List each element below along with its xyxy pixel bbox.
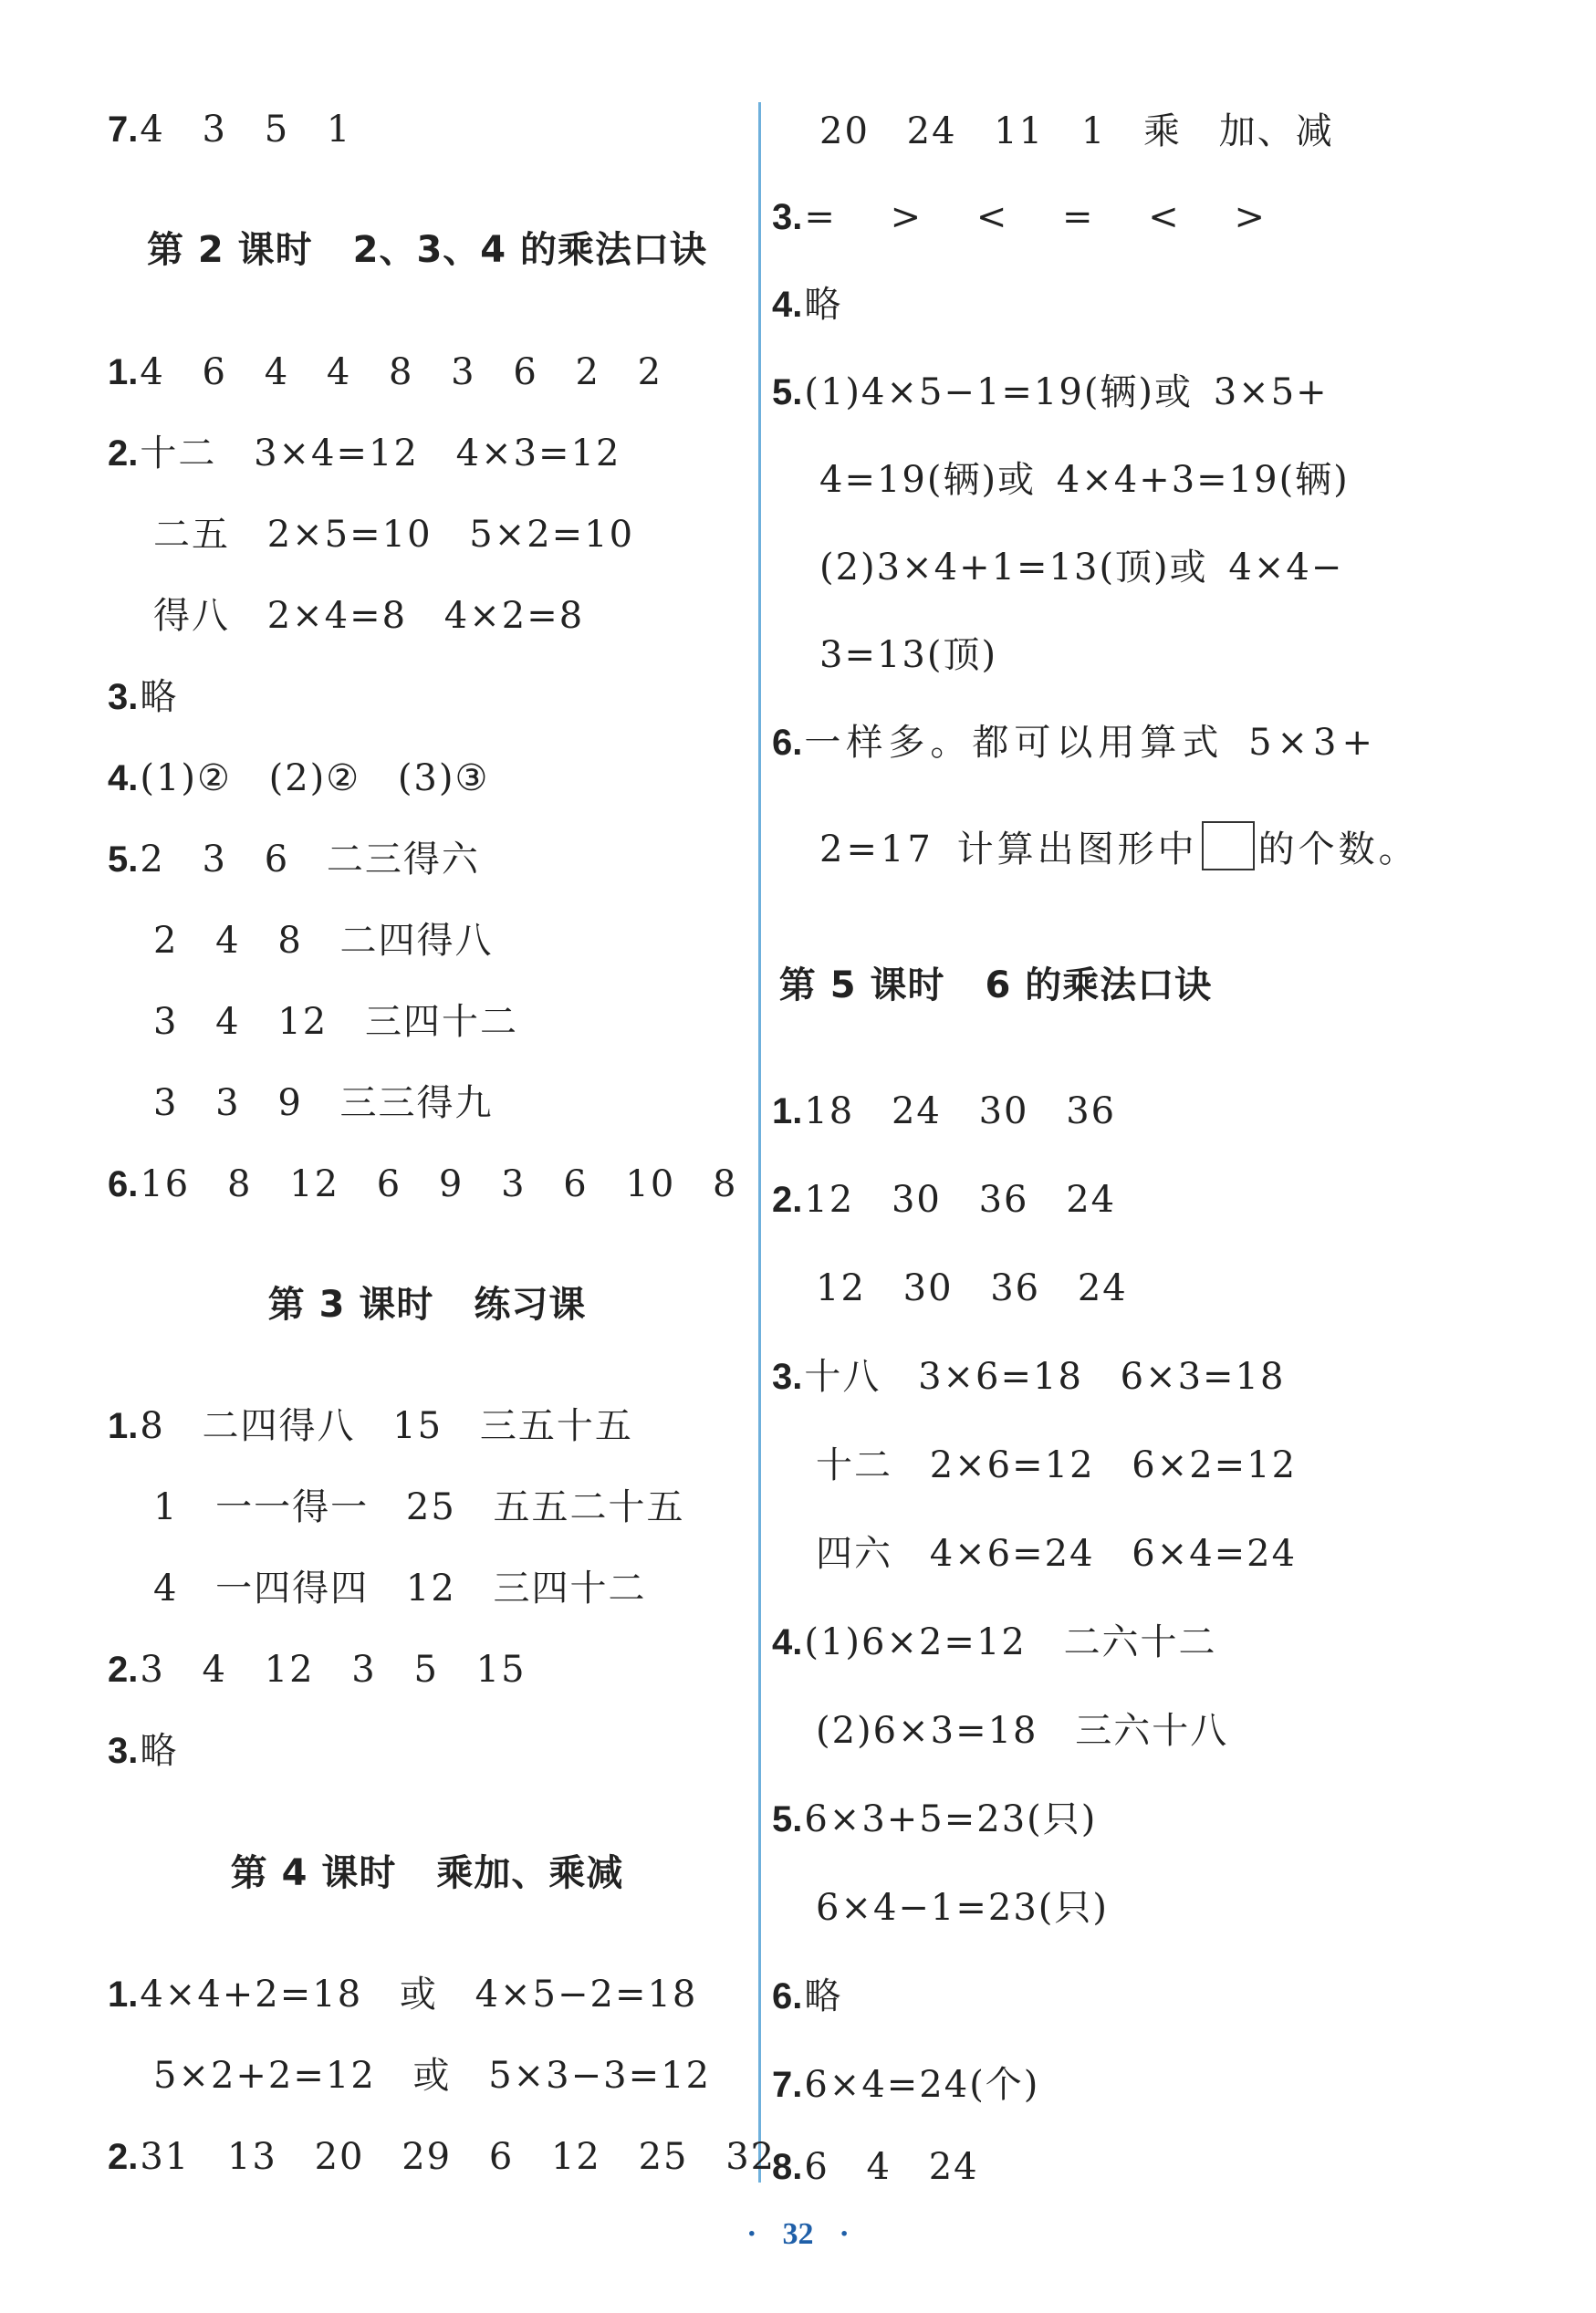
answer-line: 1 一一得一 25 五五二十五: [153, 1486, 685, 1528]
answer-line: 20 24 11 1 乘 加、减: [819, 110, 1334, 152]
answer-line: (2)3×4+1=13(顶)或 4×4−: [819, 547, 1344, 589]
answer-line: 4 一四得四 12 三四十二: [153, 1568, 647, 1610]
answer-item: 3.= > < = < >: [772, 196, 1267, 238]
answer-item: 3.十八 3×6=18 6×3=18: [772, 1356, 1286, 1398]
footer-dot-left: ·: [746, 2217, 757, 2251]
answer-line: 3 4 12 三四十二: [153, 1001, 518, 1043]
answer-item: 1.18 24 30 36: [772, 1090, 1117, 1132]
answer-item: 2.12 30 36 24: [772, 1179, 1117, 1221]
answer-item: 3.略: [108, 1730, 179, 1772]
section-heading: 第 2 课时 2、3、4 的乘法口诀: [146, 229, 708, 271]
answer-item: 4.(1)6×2=12 二六十二: [772, 1621, 1217, 1663]
answer-line: (2)6×3=18 三六十八: [816, 1710, 1229, 1752]
answer-line: 2 4 8 二四得八: [153, 920, 494, 962]
answer-line: 二五 2×5=10 5×2=10: [153, 514, 635, 556]
square-shape-icon: [1202, 821, 1255, 870]
answer-line: 四六 4×6=24 6×4=24: [816, 1533, 1298, 1575]
answer-line: 得八 2×4=8 4×2=8: [153, 595, 585, 637]
answer-item: 3.略: [108, 676, 179, 718]
answer-item: 5.6×3+5=23(只): [772, 1798, 1098, 1840]
answer-item: 2.十二 3×4=12 4×3=12: [108, 432, 621, 474]
answer-line: 4=19(辆)或 4×4+3=19(辆): [819, 459, 1350, 501]
answer-item: 8.6 4 24: [772, 2146, 979, 2188]
footer-dot-right: ·: [839, 2217, 850, 2251]
answer-item: 5.(1)4×5−1=19(辆)或 3×5+: [772, 371, 1329, 413]
section-heading: 第 5 课时 6 的乘法口诀: [778, 964, 1213, 1006]
section-heading: 第 4 课时 乘加、乘减: [230, 1852, 624, 1894]
answer-item: 5.2 3 6 二三得六: [108, 839, 480, 880]
answer-item: 6.略: [772, 1975, 843, 2017]
column-divider: [758, 102, 761, 2183]
section-heading: 第 3 课时 练习课: [267, 1284, 587, 1326]
answer-item: 2.31 13 20 29 6 12 25 32: [108, 2136, 777, 2178]
answer-item: 1.4 6 4 4 8 3 6 2 2: [108, 351, 663, 393]
answer-line: 3 3 9 三三得九: [153, 1082, 494, 1124]
answer-line: 2=17 计算出图形中 的个数。: [819, 821, 1419, 870]
answer-item: 4.略: [772, 284, 843, 326]
answer-line: 5×2+2=12 或 5×3−3=12: [153, 2055, 712, 2097]
page-footer: [0, 2217, 1596, 2252]
answer-item: 6.一样多。都可以用算式 5×3+: [772, 722, 1379, 764]
page-number: 32: [782, 2217, 814, 2251]
answer-item: 7.6×4=24(个): [772, 2064, 1040, 2106]
answer-item: 2.3 4 12 3 5 15: [108, 1649, 527, 1691]
answer-item: 7.4 3 5 1: [108, 109, 352, 151]
answer-item: 4.(1)② (2)② (3)③: [108, 757, 490, 799]
answer-item: 1.4×4+2=18 或 4×5−2=18: [108, 1974, 698, 2016]
answer-item: 1.8 二四得八 15 三五十五: [108, 1405, 633, 1447]
answer-item: 6.16 8 12 6 9 3 6 10 8: [108, 1163, 738, 1205]
answer-line: 3=13(顶): [819, 634, 998, 676]
answer-line: 12 30 36 24: [816, 1267, 1128, 1309]
answer-line: 十二 2×6=12 6×2=12: [816, 1444, 1298, 1486]
answer-line: 6×4−1=23(只): [816, 1887, 1110, 1929]
